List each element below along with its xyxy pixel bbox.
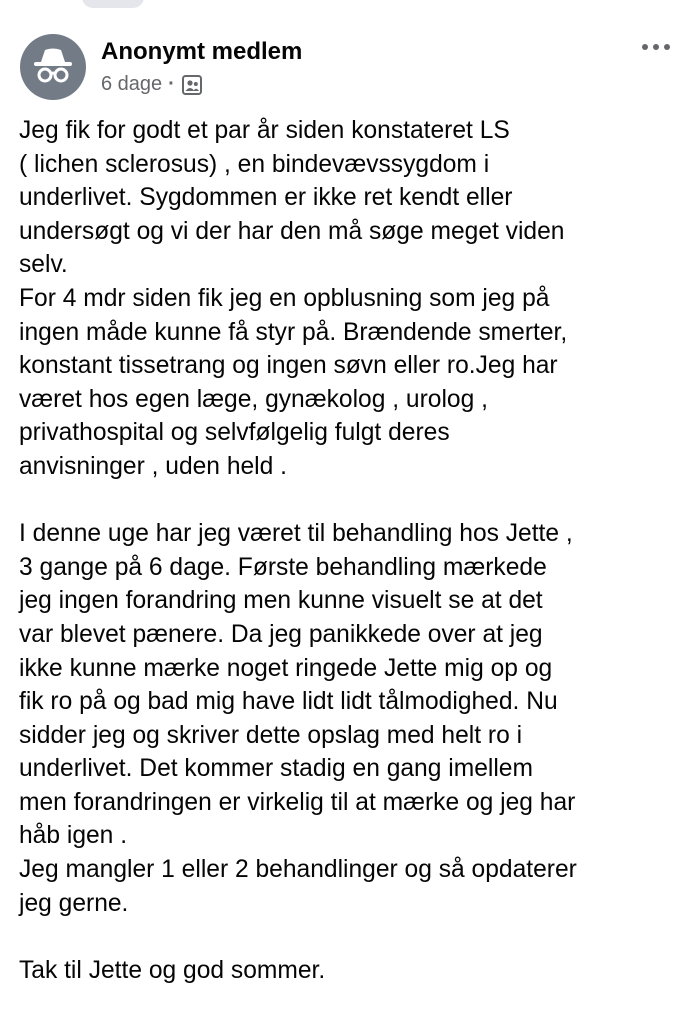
post-text-line: konstant tissetrang og ingen søvn eller ro.Jeg har [19, 352, 558, 380]
post-text-line: været hos egen læge, gynækolog , urolog , [19, 385, 488, 413]
paragraph-gap [19, 920, 679, 954]
post-text-line: jeg ingen forandring men kunne visuelt se at det [19, 587, 543, 615]
post-text-line: Tak til Jette og god sommer. [19, 956, 326, 984]
more-horizontal-icon [641, 43, 671, 51]
post-header [20, 32, 670, 104]
paragraph-gap [19, 484, 679, 518]
post-text-line: Jeg mangler 1 eller 2 behandlinger og så opdaterer [19, 856, 577, 884]
post-text-line: håb igen . [19, 822, 128, 850]
more-options-button[interactable] [639, 34, 673, 60]
post-text-line: sidder jeg og skriver dette opslag med helt ro i [19, 721, 523, 749]
post-text [19, 114, 679, 987]
previous-element-stub [82, 0, 144, 8]
author-name[interactable]: Anonymt medlem [101, 38, 303, 65]
post-text-line: ikke kunne mærke noget ringede Jette mig op og [19, 654, 553, 682]
post-text-line: var blevet pænere. Da jeg panikkede over at jeg [19, 620, 543, 648]
post-text-line: undersøgt og vi der har den må søge meget viden [19, 217, 565, 245]
post-text-line: privathospital og selvfølgelig fulgt deres [19, 419, 450, 447]
group-members-icon[interactable] [181, 74, 203, 96]
post-text-line: jeg gerne. [19, 889, 129, 917]
post-text-line: ingen måde kunne få styr på. Brændende smerter, [19, 318, 568, 346]
post-text-line: For 4 mdr siden fik jeg en opblusning som jeg på [19, 284, 550, 312]
post-text-line: ( lichen sclerosus) , en bindevævssygdom i [19, 150, 490, 178]
post-text-line: underlivet. Sygdommen er ikke ret kendt eller [19, 184, 513, 212]
post-text-line: Jeg fik for godt et par år siden konstateret LS [19, 117, 510, 144]
meta-separator: · [168, 73, 175, 95]
post-meta [101, 73, 203, 96]
post-text-line: anvisninger , uden held . [19, 452, 287, 480]
post-footer [20, 1012, 680, 1024]
post-text-line: 3 gange på 6 dage. Første behandling mærkede [19, 553, 547, 581]
post-text-line: men forandringen er virkelig til at mærke og jeg har [19, 788, 576, 816]
post-text-line: selv. [19, 251, 68, 279]
avatar[interactable] [20, 34, 86, 100]
post-text-line: underlivet. Det kommer stadig en gang imellem [19, 755, 533, 783]
post-time[interactable]: 6 dage [101, 73, 163, 95]
post-text-line: fik ro på og bad mig have lidt lidt tålmodighed. Nu [19, 688, 558, 716]
incognito-icon [20, 34, 86, 100]
post-text-line: I denne uge har jeg været til behandling hos Jette , [19, 520, 573, 548]
